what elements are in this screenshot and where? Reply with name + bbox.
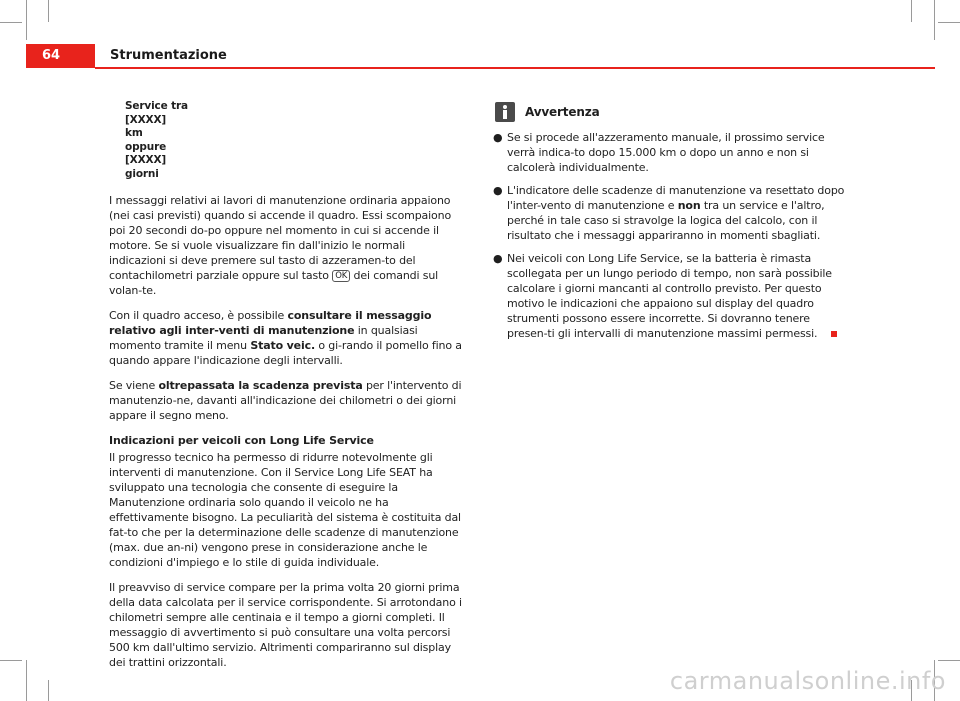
header-rule — [95, 67, 935, 69]
crop-mark — [938, 22, 960, 23]
paragraph: Con il quadro acceso, è possibile consultare il messaggio relativo agli inter-venti di manutenzione in qualsiasi momento tramite il menu Stato veic. o gi-rando il pomello fino a quando appare l'indicazione degli intervalli. — [109, 309, 462, 367]
info-icon — [495, 102, 515, 122]
list-item: ● Nei veicoli con Long Life Service, se la batteria è rimasta scollegata per un lungo periodo di tempo, non sarà possibile calcolare i giorni mancanti al controllo previsto. Per questo motivo le indicazioni che appaiono sul display del quadro strumenti possono essere incorrette. Si dovranno tenere presen-ti gli intervalli di manutenzione massimi permessi. — [493, 251, 853, 341]
paragraph: I messaggi relativi ai lavori di manutenzione ordinaria appaiono (nei casi previsti) quando si accende il quadro. Essi scompaiono poi 20 secondi do-po oppure nel momento in cui si accende il motore. Se si vuole visualizzare fin dall'inizio le normali indicazioni si deve premere sul tasto di azzeramen-to del contachilometri parziale oppure sul tasto OK dei comandi sul volan-te. — [109, 194, 452, 297]
list-item: ● L'indicatore delle scadenze di manutenzione va resettato dopo l'inter-vento di manutenzione e non tra un service e l'altro, perché in tale caso si stravolge la logica del calcolo, con il risultato che i messaggi appariranno in momenti sbagliati. — [493, 184, 845, 242]
crop-mark — [48, 680, 49, 701]
paragraph: Se viene oltrepassata la scadenza prevista per l'intervento di manutenzio-ne, davanti all'indicazione dei chilometri o dei giorni appare il segno meno. — [109, 379, 462, 422]
subheading: Indicazioni per veicoli con Long Life Service — [109, 434, 374, 447]
section-title: Strumentazione — [110, 48, 227, 63]
paragraph: Il progresso tecnico ha permesso di ridurre notevolmente gli interventi di manutenzione. Con il Service Long Life SEAT ha sviluppato una tecnologia che consente di eseguire la Manutenzione ordinaria solo quando il veicolo ne ha effettivamente bisogno. La peculiarità del sistema è costituita dal fat-to che per la determinazione delle scadenze di manutenzione (max. due an-ni) vengono prese in considerazione anche le condizioni d'impiego e lo stile di guida individuale. — [109, 451, 461, 569]
crop-mark — [934, 0, 935, 40]
crop-mark — [911, 0, 912, 22]
warning-header — [493, 100, 853, 124]
bullet-icon: ● — [493, 131, 503, 144]
crop-mark — [0, 660, 22, 661]
crop-mark — [26, 0, 27, 40]
list-item: ● Se si procede all'azzeramento manuale, il prossimo service verrà indica-to dopo 15.000 km o dopo un anno e non si calcolerà individualmente. — [493, 131, 825, 174]
crop-mark — [0, 22, 22, 23]
bullet-icon: ● — [493, 184, 503, 197]
page-number: 64 — [26, 44, 95, 68]
paragraph: Il preavviso di service compare per la prima volta 20 giorni prima della data calcolata per il service corrispondente. Si arrotondano i chilometri sempre alle centinaia e il tempo a giorni completi. Il messaggio di avvertimento si può consultare una volta percorsi 500 km dall'ultimo servizio. Altrimenti compariranno sul display dei trattini orizzontali. — [109, 581, 462, 669]
ok-key-symbol: OK — [332, 270, 350, 282]
crop-mark — [938, 660, 960, 661]
crop-mark — [48, 0, 49, 22]
display-message-example — [125, 100, 465, 181]
end-of-section-marker — [831, 331, 837, 337]
right-column — [493, 100, 853, 349]
display-line: [XXXX] — [125, 154, 167, 166]
display-line: giorni — [125, 167, 159, 180]
left-column — [109, 100, 465, 680]
crop-mark — [26, 660, 27, 701]
watermark: carmanualsonline.info — [669, 667, 946, 695]
display-line: oppure — [125, 140, 167, 153]
display-line: Service tra — [125, 100, 188, 112]
warning-title: Avvertenza — [525, 104, 600, 119]
display-line: km — [125, 127, 143, 139]
menu-name: Stato veic. — [250, 339, 316, 352]
display-line: [XXXX] — [125, 113, 167, 126]
bullet-icon: ● — [493, 252, 503, 265]
